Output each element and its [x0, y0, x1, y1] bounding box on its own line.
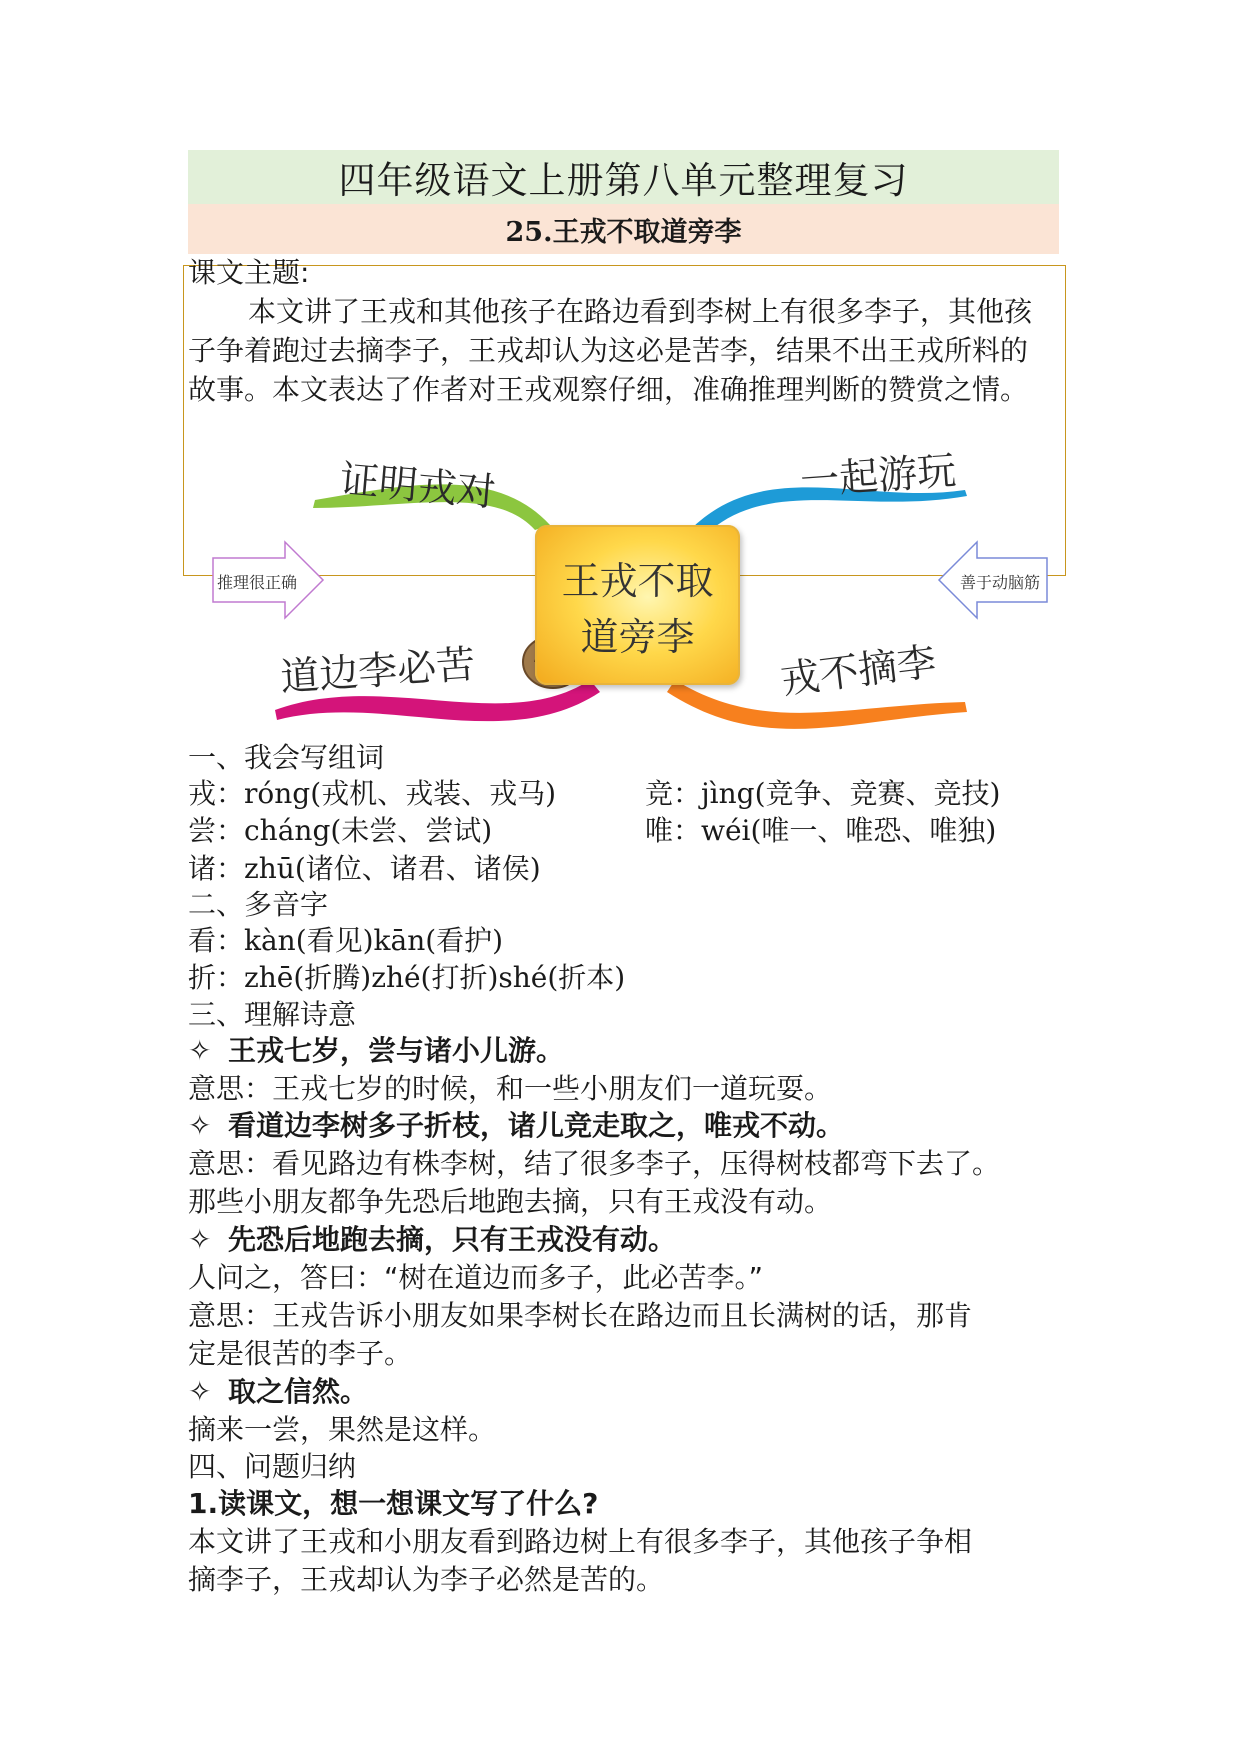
verse-line-1	[188, 1033, 564, 1069]
verse-line-2	[188, 1108, 844, 1144]
branch-label-bottom-left: 道边李必苦	[278, 642, 477, 701]
theme-label: 课文主题:	[188, 256, 310, 289]
verse-text-4: 取之信然。	[228, 1375, 369, 1408]
word-entry-1: 戎：róng(戎机、戎装、戎马)	[188, 777, 557, 810]
dialogue-line: 人问之，答曰：“树在道边而多子，此必苦李。”	[188, 1261, 764, 1294]
meaning-line-2: 意思：看见路边有株李树，结了很多李子，压得树枝都弯下去了。	[188, 1147, 1001, 1180]
verse-line-4	[188, 1374, 368, 1410]
branch-label-top-right: 一起游玩	[798, 448, 958, 505]
verse-text-2: 看道边李树多子折枝，诸儿竞走取之，唯戎不动。	[228, 1109, 845, 1142]
diamond-icon: ✧	[188, 1223, 212, 1256]
meaning-line-3b: 定是很苦的李子。	[188, 1337, 413, 1370]
polyphone-entry-2: 折：zhē(折腾)zhé(打折)shé(折本)	[188, 961, 626, 994]
lesson-subtitle: 25.王戎不取道旁李	[188, 204, 1059, 254]
branch-label-bottom-right: 戎不摘李	[778, 639, 939, 704]
meaning-line-4: 摘来一尝，果然是这样。	[188, 1413, 497, 1446]
verse-text-3: 先恐后地跑去摘，只有王戎没有动。	[228, 1223, 677, 1256]
diamond-icon: ✧	[188, 1375, 212, 1408]
meaning-line-3: 意思：王戎告诉小朋友如果李树长在路边而且长满树的话，那肯	[188, 1299, 973, 1332]
diamond-icon: ✧	[188, 1034, 212, 1067]
section-3-heading: 三、理解诗意	[188, 998, 357, 1031]
word-entry-4: 唯：wéi(唯一、唯恐、唯独)	[645, 814, 997, 847]
mind-map	[205, 430, 1055, 750]
theme-text: 本文讲了王戎和其他孩子在路边看到李树上有很多李子，其他孩子争着跑过去摘李子，王戎却认为这必是苦李，结果不出王戎所料的故事。本文表达了作者对王戎观察仔细，准确推理判断的赞赏之情。	[188, 295, 1033, 406]
center-line-2: 道旁李	[580, 615, 695, 659]
answer-line-2: 摘李子，王戎却认为李子必然是苦的。	[188, 1563, 665, 1596]
answer-line-1: 本文讲了王戎和小朋友看到路边树上有很多李子，其他孩子争相	[188, 1525, 973, 1558]
diamond-icon: ✧	[188, 1109, 212, 1142]
meaning-line-1: 意思：王戎七岁的时候，和一些小朋友们一道玩耍。	[188, 1072, 833, 1105]
question-1: 1.读课文，想一想课文写了什么?	[188, 1487, 599, 1520]
word-entry-3: 尝：cháng(未尝、尝试)	[188, 814, 493, 847]
mind-map-center	[535, 525, 740, 685]
word-entry-5: 诸：zhū(诸位、诸君、诸侯)	[188, 852, 541, 885]
center-line-1: 王戎不取	[561, 559, 714, 603]
section-1-heading: 一、我会写组词	[188, 741, 385, 774]
arrow-label-right: 善于动脑筋	[960, 573, 1041, 592]
verse-line-3	[188, 1222, 676, 1258]
section-4-heading: 四、问题归纳	[188, 1450, 357, 1483]
meaning-line-2b: 那些小朋友都争先恐后地跑去摘，只有王戎没有动。	[188, 1185, 833, 1218]
arrow-label-left: 推理很正确	[217, 573, 298, 592]
mind-map-center-text	[535, 553, 740, 665]
word-entry-2: 竞：jìng(竞争、竞赛、竞技)	[645, 777, 1001, 810]
polyphone-entry-1: 看：kàn(看见)kān(看护)	[188, 924, 504, 957]
branch-label-top-left: 证明戎对	[338, 457, 498, 516]
section-2-heading: 二、多音字	[188, 888, 329, 921]
page-title: 四年级语文上册第八单元整理复习	[188, 150, 1059, 204]
verse-text-1: 王戎七岁，尝与诸小儿游。	[228, 1034, 565, 1067]
